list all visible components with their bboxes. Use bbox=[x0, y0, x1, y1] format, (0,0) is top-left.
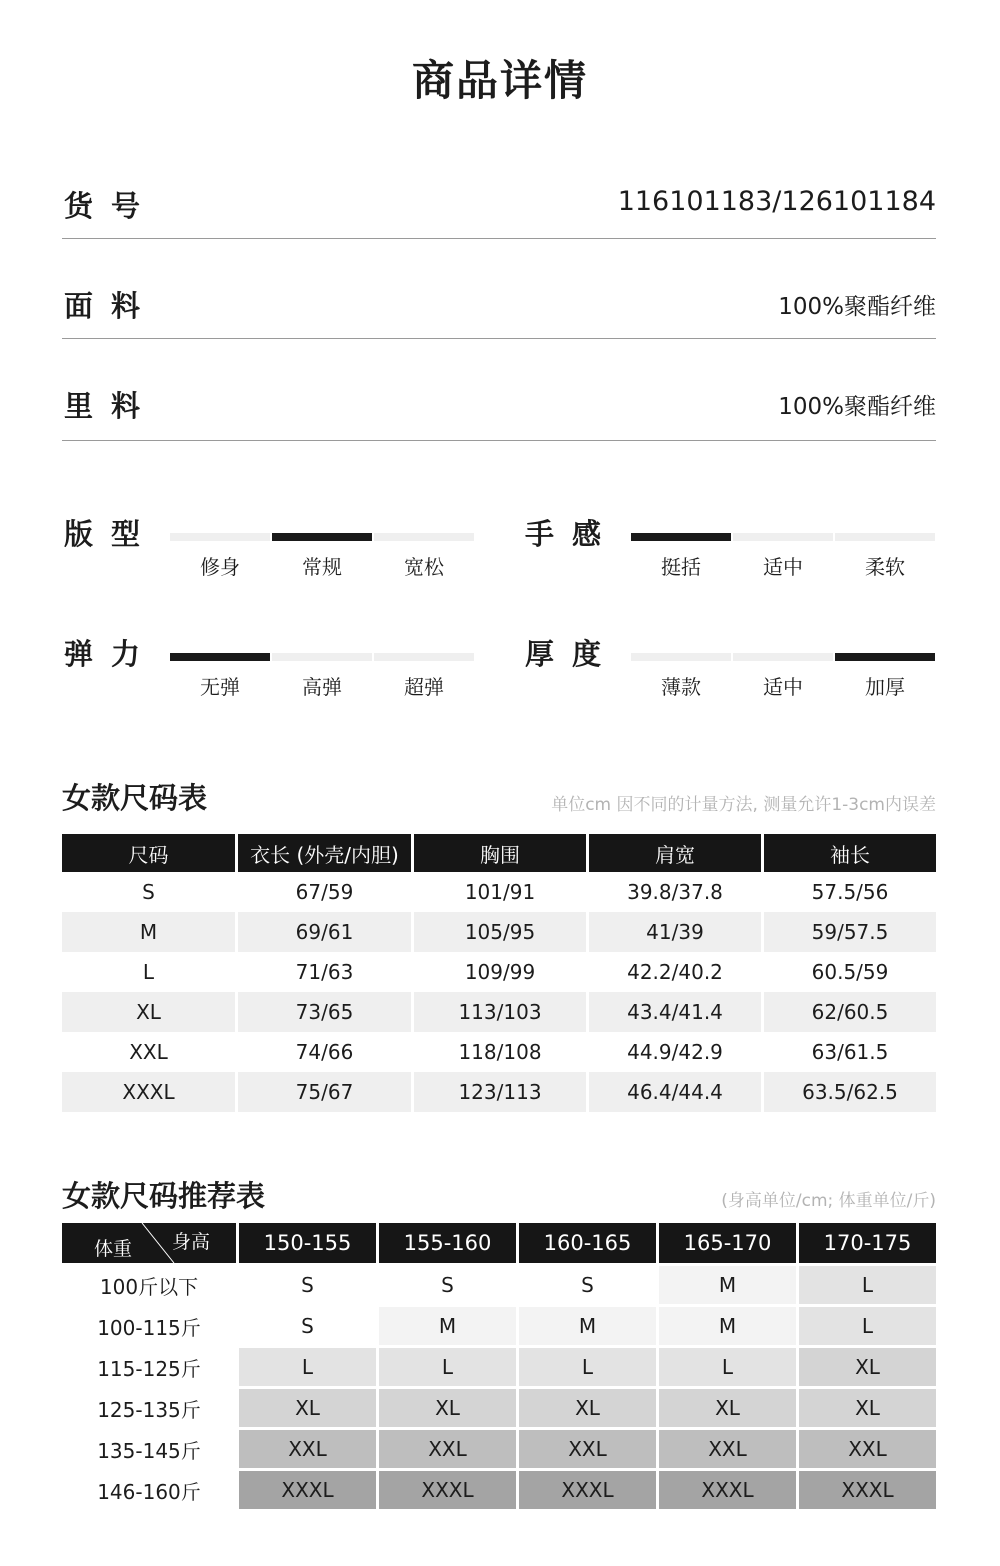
table-row bbox=[62, 872, 936, 912]
table-row bbox=[62, 1263, 936, 1304]
recommended-size-cell: XXXL bbox=[236, 1468, 376, 1509]
recommended-size-cell: XL bbox=[796, 1386, 936, 1427]
info-value: 116101183/126101184 bbox=[617, 186, 936, 217]
info-value: 100%聚酯纤维 bbox=[778, 394, 936, 420]
measurement-cell: 101/91 bbox=[411, 872, 586, 912]
weight-range-cell: 125-135斤 bbox=[62, 1386, 236, 1427]
info-value: 100%聚酯纤维 bbox=[778, 294, 936, 320]
table-row bbox=[62, 912, 936, 952]
measurement-cell: 63/61.5 bbox=[761, 1032, 936, 1072]
recommend-chart-title: 女款尺码推荐表 bbox=[62, 1179, 266, 1213]
attribute-scale-segment bbox=[374, 533, 474, 541]
recommended-size-cell: L bbox=[376, 1345, 516, 1386]
size-cell: M bbox=[62, 912, 235, 952]
attribute-option-label: 超弹 bbox=[404, 675, 444, 699]
table-row bbox=[62, 1427, 936, 1468]
measurement-cell: 75/67 bbox=[235, 1072, 411, 1112]
recommended-size-cell: M bbox=[516, 1304, 656, 1345]
height-range-header: 150-155 bbox=[236, 1223, 376, 1263]
measurement-cell: 41/39 bbox=[586, 912, 761, 952]
attribute-option-label: 适中 bbox=[763, 555, 803, 579]
recommended-size-cell: XL bbox=[656, 1386, 796, 1427]
recommended-size-cell: XXL bbox=[376, 1427, 516, 1468]
weight-range-cell: 100斤以下 bbox=[62, 1263, 236, 1304]
column-header: 衣长 (外壳/内胆) bbox=[235, 834, 411, 872]
recommended-size-cell: XXXL bbox=[656, 1468, 796, 1509]
recommended-size-cell: S bbox=[236, 1304, 376, 1345]
recommended-size-cell: XL bbox=[236, 1386, 376, 1427]
recommended-size-cell: M bbox=[656, 1263, 796, 1304]
height-range-header: 170-175 bbox=[796, 1223, 936, 1263]
info-row-fabric bbox=[62, 284, 936, 339]
table-row bbox=[62, 1468, 936, 1509]
page-title: 商品详情 bbox=[411, 56, 588, 105]
attribute-scale-segment bbox=[733, 533, 833, 541]
measurement-cell: 74/66 bbox=[235, 1032, 411, 1072]
recommended-size-cell: XXL bbox=[236, 1427, 376, 1468]
size-cell: XL bbox=[62, 992, 235, 1032]
recommended-size-cell: L bbox=[796, 1263, 936, 1304]
size-cell: XXL bbox=[129, 1040, 168, 1064]
recommended-size-cell: L bbox=[516, 1345, 656, 1386]
measurement-cell: 69/61 bbox=[235, 912, 411, 952]
table-row bbox=[62, 1032, 936, 1072]
corner-height-label: 身高 bbox=[171, 1231, 210, 1253]
corner-weight-label: 体重 bbox=[94, 1238, 133, 1260]
height-range-header: 160-165 bbox=[516, 1223, 656, 1263]
attribute-option-label: 柔软 bbox=[865, 555, 905, 579]
measurement-cell: 73/65 bbox=[235, 992, 411, 1032]
attribute-option-label: 修身 bbox=[200, 555, 240, 579]
table-row bbox=[62, 1386, 936, 1427]
recommended-size-cell: L bbox=[236, 1345, 376, 1386]
recommended-size-cell: XXL bbox=[796, 1427, 936, 1468]
measurement-cell: 113/103 bbox=[411, 992, 586, 1032]
measurement-cell: 42.2/40.2 bbox=[586, 952, 761, 992]
measurement-cell: 60.5/59 bbox=[761, 952, 936, 992]
attribute-scale-segment bbox=[374, 653, 474, 661]
attribute-label: 手感 bbox=[525, 517, 620, 551]
info-label: 货号 bbox=[64, 189, 159, 223]
column-header: 尺码 bbox=[62, 834, 235, 872]
recommended-size-cell: XXXL bbox=[516, 1468, 656, 1509]
table-row bbox=[62, 1072, 936, 1112]
recommended-size-cell: L bbox=[796, 1304, 936, 1345]
measurement-cell: 57.5/56 bbox=[761, 872, 936, 912]
table-row bbox=[62, 1345, 936, 1386]
recommended-size-cell: M bbox=[376, 1304, 516, 1345]
size-chart-table bbox=[62, 834, 936, 1112]
measurement-cell: 123/113 bbox=[411, 1072, 586, 1112]
measurement-cell: 43.4/41.4 bbox=[586, 992, 761, 1032]
attribute-option-label: 薄款 bbox=[661, 675, 701, 699]
attribute-option-label: 宽松 bbox=[404, 555, 444, 579]
recommended-size-cell: XXXL bbox=[376, 1468, 516, 1509]
attribute-label: 弹力 bbox=[64, 637, 159, 671]
attribute-scale-segment bbox=[631, 533, 731, 541]
weight-range-cell: 146-160斤 bbox=[62, 1468, 236, 1509]
size-cell: L bbox=[142, 960, 155, 984]
attribute-scale-segment bbox=[835, 653, 935, 661]
size-chart-note: 单位cm 因不同的计量方法, 测量允许1-3cm内误差 bbox=[551, 795, 936, 815]
attribute-option-label: 无弹 bbox=[200, 675, 240, 699]
measurement-cell: 62/60.5 bbox=[761, 992, 936, 1032]
measurement-cell: 105/95 bbox=[411, 912, 586, 952]
measurement-cell: 118/108 bbox=[411, 1032, 586, 1072]
height-range-header: 165-170 bbox=[656, 1223, 796, 1263]
recommended-size-cell: S bbox=[516, 1263, 656, 1304]
info-label: 面料 bbox=[64, 289, 159, 323]
weight-range-cell: 100-115斤 bbox=[62, 1304, 236, 1345]
attribute-option-label: 加厚 bbox=[865, 675, 905, 699]
measurement-cell: 39.8/37.8 bbox=[586, 872, 761, 912]
measurement-cell: 71/63 bbox=[235, 952, 411, 992]
recommended-size-cell: XXXL bbox=[796, 1468, 936, 1509]
column-header: 胸围 bbox=[411, 834, 586, 872]
measurement-cell: 63.5/62.5 bbox=[761, 1072, 936, 1112]
recommended-size-cell: XXL bbox=[656, 1427, 796, 1468]
recommended-size-cell: XL bbox=[516, 1386, 656, 1427]
table-row bbox=[62, 952, 936, 992]
measurement-cell: 46.4/44.4 bbox=[586, 1072, 761, 1112]
recommend-chart-note: (身高单位/cm; 体重单位/斤) bbox=[721, 1191, 936, 1211]
recommended-size-cell: S bbox=[376, 1263, 516, 1304]
weight-range-cell: 115-125斤 bbox=[62, 1345, 236, 1386]
recommended-size-cell: M bbox=[656, 1304, 796, 1345]
column-header: 肩宽 bbox=[586, 834, 761, 872]
table-row bbox=[62, 1304, 936, 1345]
attribute-option-label: 适中 bbox=[763, 675, 803, 699]
info-row-lining bbox=[62, 384, 936, 441]
recommended-size-cell: XL bbox=[376, 1386, 516, 1427]
measurement-cell: 67/59 bbox=[235, 872, 411, 912]
size-chart-title: 女款尺码表 bbox=[62, 781, 208, 815]
attribute-scale-segment bbox=[733, 653, 833, 661]
recommended-size-cell: L bbox=[656, 1345, 796, 1386]
attribute-scale-segment bbox=[170, 653, 270, 661]
weight-range-cell: 135-145斤 bbox=[62, 1427, 236, 1468]
column-header: 袖长 bbox=[761, 834, 936, 872]
info-row-item-number bbox=[62, 184, 936, 239]
attribute-option-label: 常规 bbox=[302, 555, 342, 579]
attribute-scale-segment bbox=[170, 533, 270, 541]
measurement-cell: 59/57.5 bbox=[761, 912, 936, 952]
size-cell: XXXL bbox=[62, 1072, 235, 1112]
recommended-size-cell: XL bbox=[796, 1345, 936, 1386]
recommend-chart-table bbox=[62, 1223, 936, 1509]
height-range-header: 155-160 bbox=[376, 1223, 516, 1263]
attribute-scale-segment bbox=[631, 653, 731, 661]
attribute-option-label: 挺括 bbox=[661, 555, 701, 579]
table-row bbox=[62, 992, 936, 1032]
size-cell: S bbox=[142, 880, 155, 904]
info-label: 里料 bbox=[64, 389, 159, 423]
measurement-cell: 44.9/42.9 bbox=[586, 1032, 761, 1072]
table-corner-header bbox=[62, 1223, 236, 1263]
attribute-scale-segment bbox=[272, 653, 372, 661]
attribute-label: 厚度 bbox=[525, 637, 620, 671]
attribute-scale-segment bbox=[272, 533, 372, 541]
attribute-scale-segment bbox=[835, 533, 935, 541]
attribute-option-label: 高弹 bbox=[302, 675, 342, 699]
measurement-cell: 109/99 bbox=[411, 952, 586, 992]
recommended-size-cell: S bbox=[236, 1263, 376, 1304]
recommended-size-cell: XXL bbox=[516, 1427, 656, 1468]
attribute-label: 版型 bbox=[64, 517, 159, 551]
